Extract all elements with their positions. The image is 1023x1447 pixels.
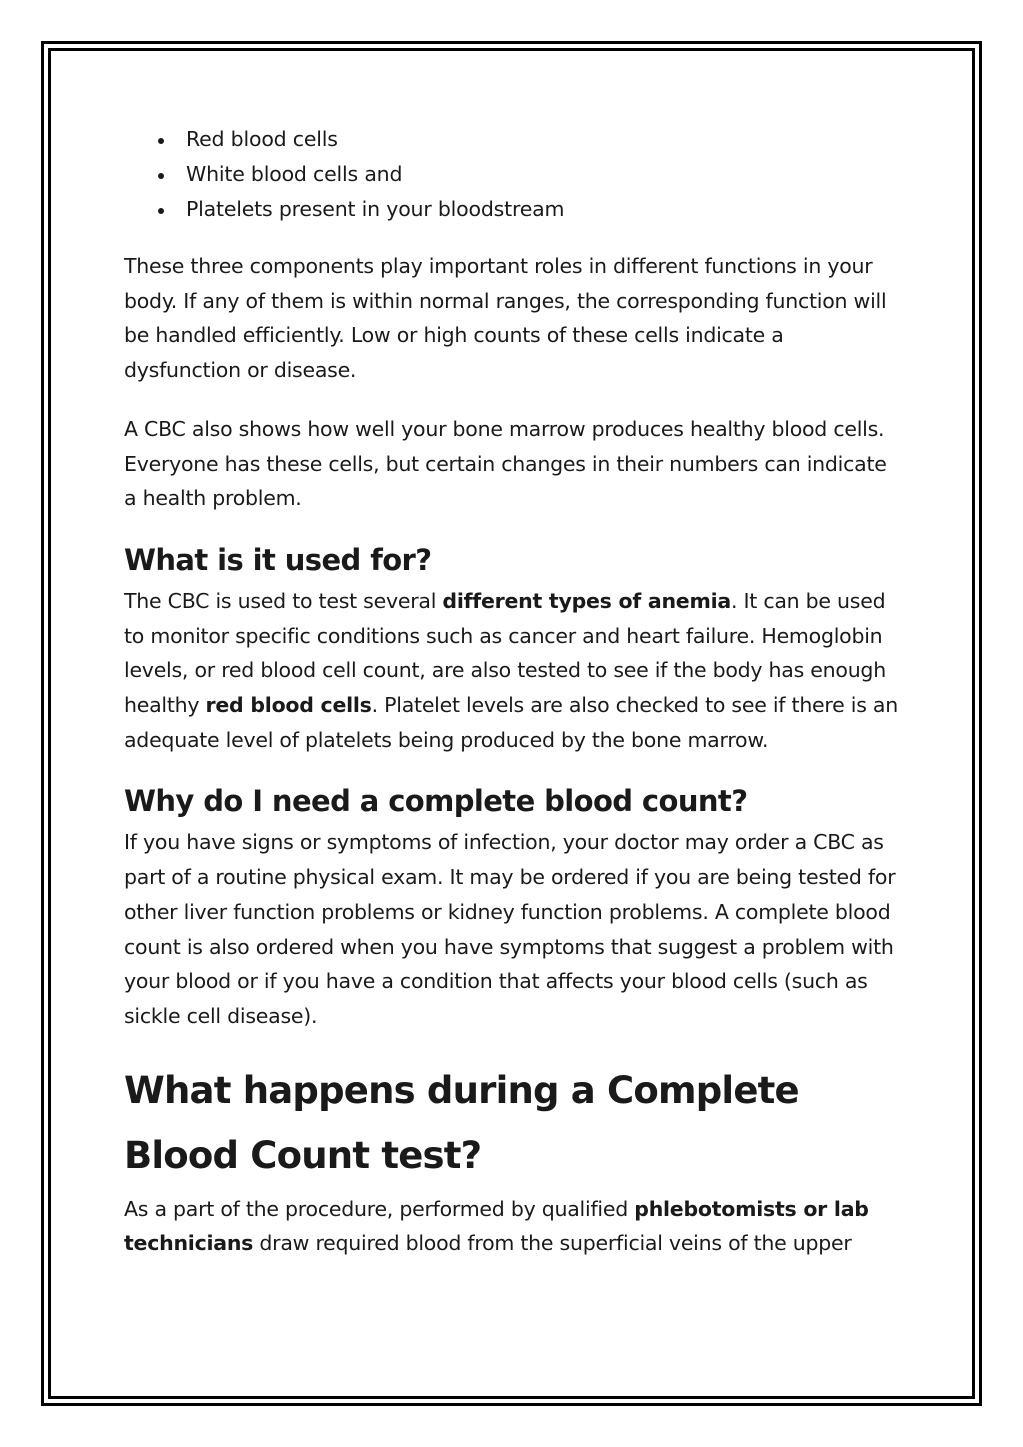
heading-what-is-it-used-for: What is it used for? (124, 542, 432, 577)
blood-components-list (124, 122, 904, 227)
document-body (124, 122, 904, 1285)
text-segment: . Platelet levels are also checked to see if there is an adequate level of platelets being produced by the bone marrow. (124, 693, 898, 752)
heading-why-need-cbc: Why do I need a complete blood count? (124, 784, 748, 819)
list-item: Platelets present in your bloodstream (186, 192, 904, 227)
text-segment: As a part of the procedure, performed by qualified (124, 1196, 635, 1221)
bold-anemia-types: different types of anemia (442, 588, 731, 613)
paragraph-bone-marrow: A CBC also shows how well your bone marrow produces healthy blood cells. Everyone has these cells, but certain changes in their numbers can indicate a health problem. (124, 416, 887, 511)
list-item: White blood cells and (186, 157, 904, 192)
paragraph-procedure (124, 1192, 904, 1261)
paragraph-why-need: If you have signs or symptoms of infection, your doctor may order a CBC as part of a routine physical exam. It may be ordered if you are being tested for other liver function problems or kidney function problems. A complete blood count is also ordered when you have symptoms that suggest a problem with your blood or if you have a condition that affects your blood cells (such as sickle cell disease). (124, 830, 896, 1028)
paragraph-components: These three components play important roles in different functions in your body. If any of them is within normal ranges, the corresponding function will be handled efficiently. Low or high counts of these cells indicate a dysfunction or disease. (124, 254, 887, 383)
paragraph-uses (124, 584, 904, 758)
bold-phlebotomists: phlebotomists or lab technicians (124, 1196, 869, 1256)
text-segment: . It can be used to monitor specific conditions such as cancer and heart failure. Hemoglobin levels, or red blood cell count, are also tested to see if the body has enough healthy (124, 588, 886, 718)
heading-what-happens: What happens during a Complete Blood Count test? (124, 1068, 799, 1177)
text-segment: The CBC is used to test several (124, 588, 443, 613)
bold-red-blood-cells: red blood cells (205, 693, 372, 718)
text-segment: draw required blood from the superficial veins of the upper (253, 1231, 852, 1256)
list-item: Red blood cells (186, 122, 904, 157)
